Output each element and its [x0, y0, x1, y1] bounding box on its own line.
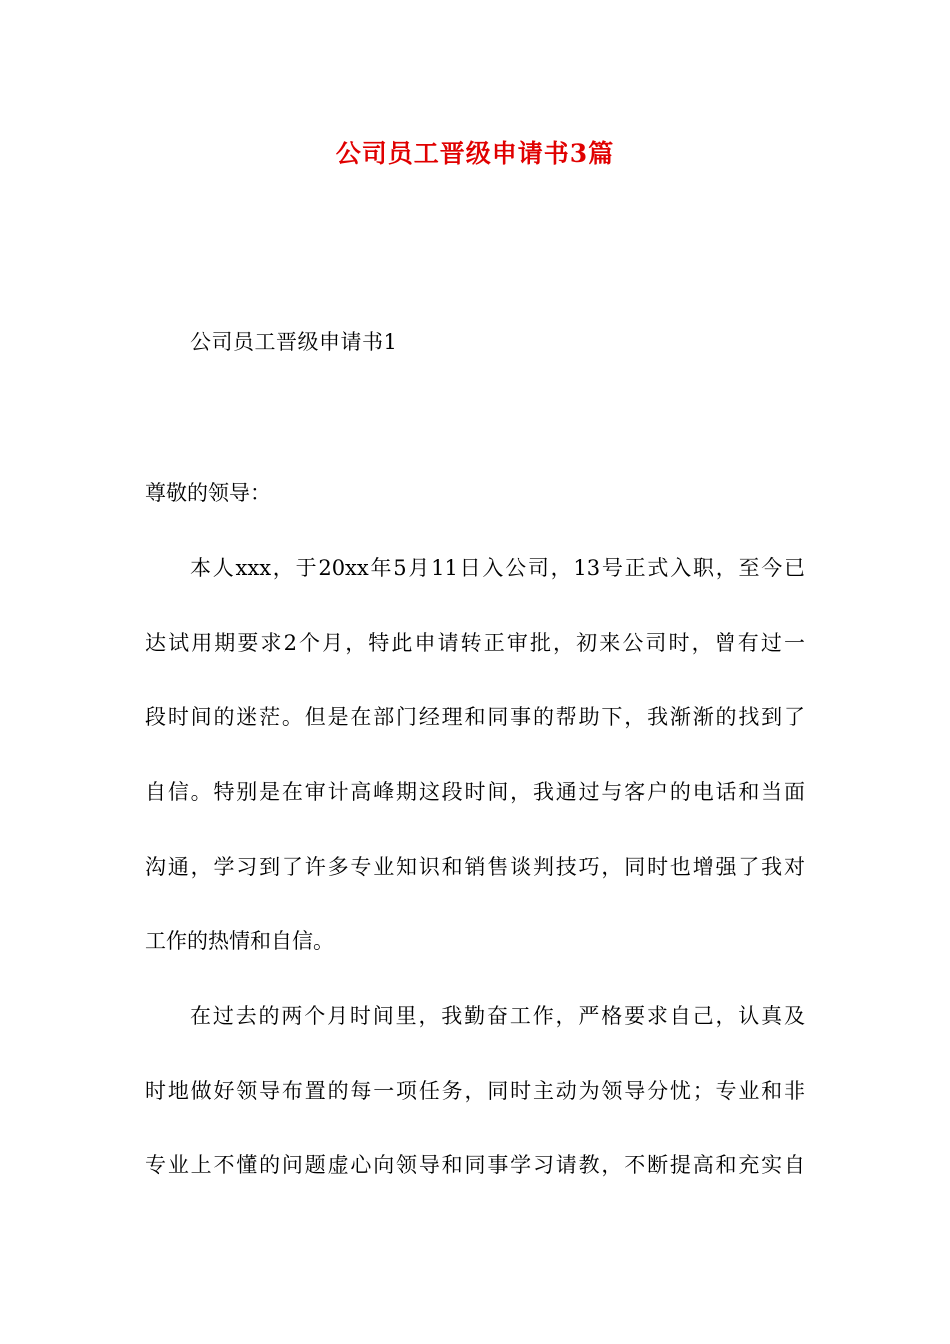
paragraph-line: 段时间的迷茫。但是在部门经理和同事的帮助下，我渐渐的找到了	[145, 705, 805, 729]
paragraph-line: 沟通，学习到了许多专业知识和销售谈判技巧，同时也增强了我对	[145, 855, 805, 879]
paragraph-line: 自信。特别是在审计高峰期这段时间，我通过与客户的电话和当面	[145, 780, 805, 804]
paragraph-line: 本人xxx，于20xx年5月11日入公司，13号正式入职，至今已	[190, 556, 805, 580]
paragraph-line: 时地做好领导布置的每一项任务，同时主动为领导分忧；专业和非	[145, 1079, 805, 1103]
document-title: 公司员工晋级申请书3篇	[335, 139, 615, 168]
paragraph-line: 工作的热情和自信。	[145, 929, 334, 953]
section-heading: 公司员工晋级申请书1	[190, 330, 398, 354]
paragraph-line: 达试用期要求2个月，特此申请转正审批，初来公司时，曾有过一	[145, 631, 805, 655]
salutation: 尊敬的领导：	[145, 481, 271, 505]
paragraph-line: 专业上不懂的问题虚心向领导和同事学习请教，不断提高和充实自	[145, 1153, 805, 1177]
paragraph-line: 在过去的两个月时间里，我勤奋工作，严格要求自己，认真及	[190, 1004, 805, 1028]
